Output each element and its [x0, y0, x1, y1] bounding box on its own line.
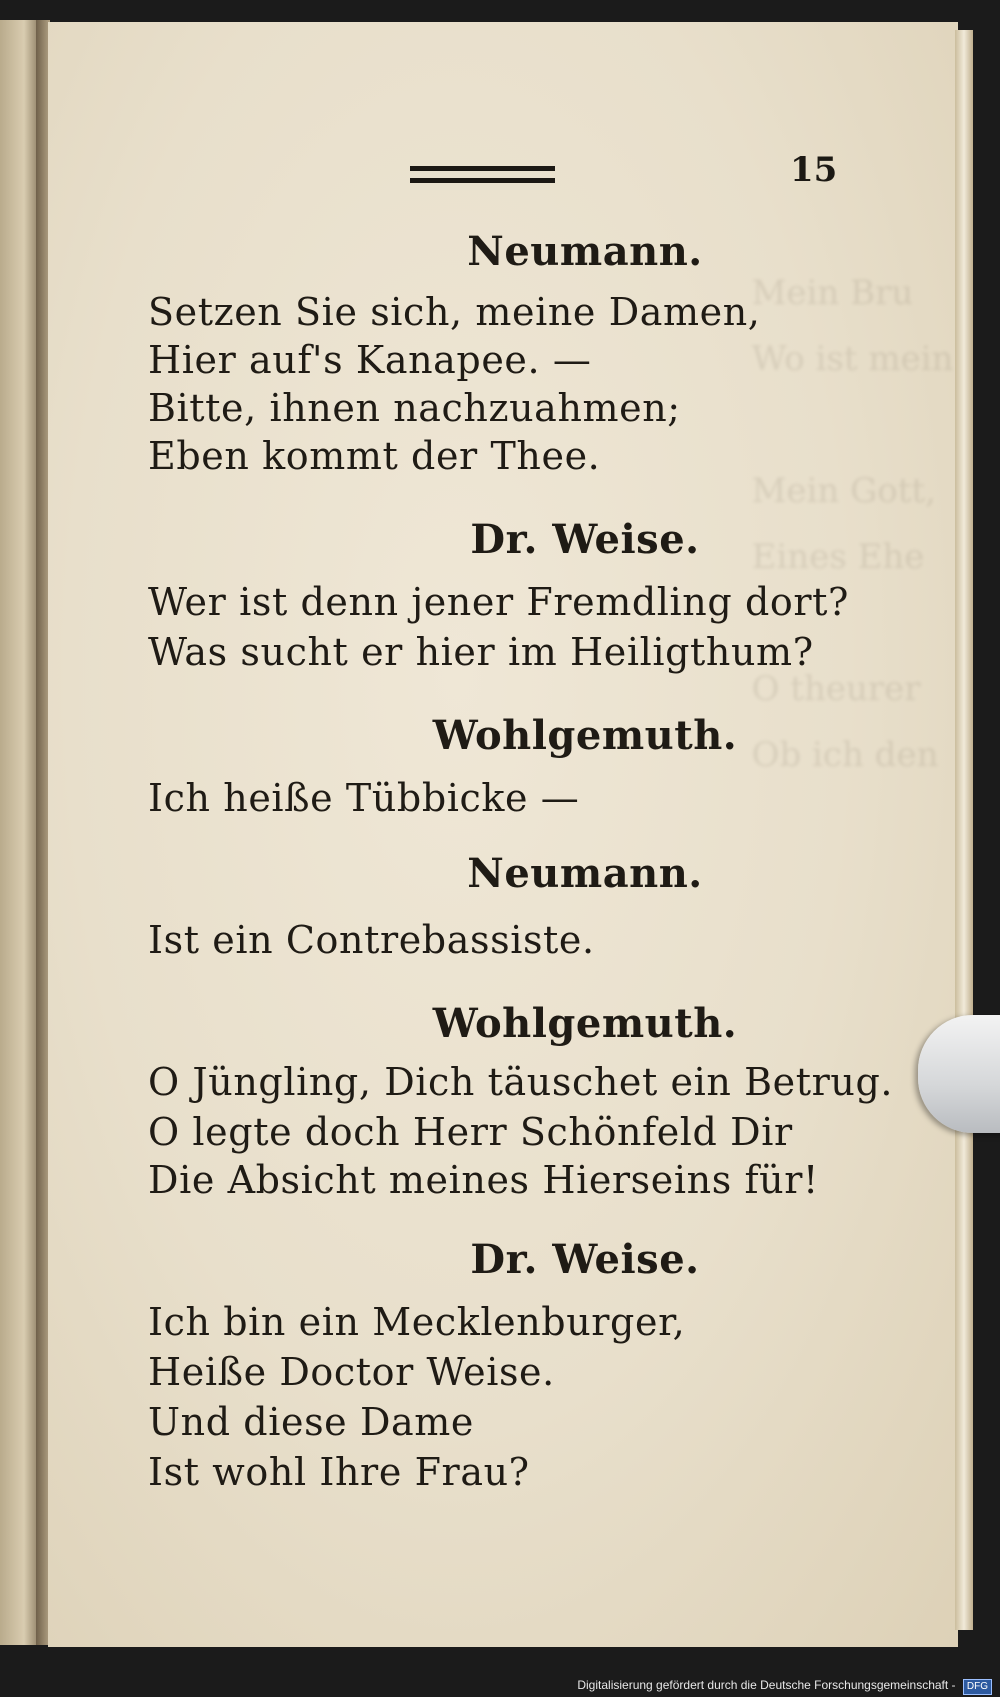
verse-line: Eben kommt der Thee. — [148, 434, 601, 478]
verse-line: Ist ein Contrebassiste. — [148, 918, 595, 962]
speaker-heading: Wohlgemuth. — [432, 1000, 738, 1047]
left-page-edge — [0, 20, 40, 1645]
verse-line: Die Absicht meines Hierseins für! — [148, 1158, 819, 1202]
speaker-heading: Dr. Weise. — [470, 516, 700, 563]
verse-line: Ich heiße Tübbicke — — [148, 776, 580, 820]
verse-line: Und diese Dame — [148, 1400, 474, 1444]
verse-line: Wer ist denn jener Fremdling dort? — [148, 580, 849, 624]
verse-line: Ich bin ein Mecklenburger, — [148, 1300, 686, 1344]
verse-line: Was sucht er hier im Heiligthum? — [148, 630, 814, 674]
page-stack-edge — [955, 30, 973, 1630]
credit-text: Digitalisierung gefördert durch die Deutsche Forschungsgemeinschaft - — [577, 1678, 956, 1692]
speaker-heading: Wohlgemuth. — [432, 712, 738, 759]
speaker-heading: Dr. Weise. — [470, 1236, 700, 1283]
verse-line: Ist wohl Ihre Frau? — [148, 1450, 530, 1494]
speaker-heading: Neumann. — [467, 850, 703, 897]
verse-line: Hier auf's Kanapee. — — [148, 338, 592, 382]
verse-line: O legte doch Herr Schönfeld Dir — [148, 1110, 793, 1154]
verse-line: Bitte, ihnen nachzuahmen; — [148, 386, 681, 430]
verse-line: Setzen Sie sich, meine Damen, — [148, 290, 761, 334]
verse-line: Heiße Doctor Weise. — [148, 1350, 555, 1394]
header-rule — [410, 178, 555, 183]
show-through-text: Mein Bru Wo ist mein Mein Gott, Eines Ehe O theurer Ob ich den — [751, 273, 954, 775]
header-rule — [410, 166, 555, 171]
speaker-heading: Neumann. — [467, 228, 703, 275]
verse-line: O Jüngling, Dich täuschet ein Betrug. — [148, 1060, 894, 1104]
page-number: 15 — [790, 150, 838, 190]
dfg-logo: DFG — [963, 1679, 992, 1695]
digitization-credit — [577, 1675, 992, 1695]
